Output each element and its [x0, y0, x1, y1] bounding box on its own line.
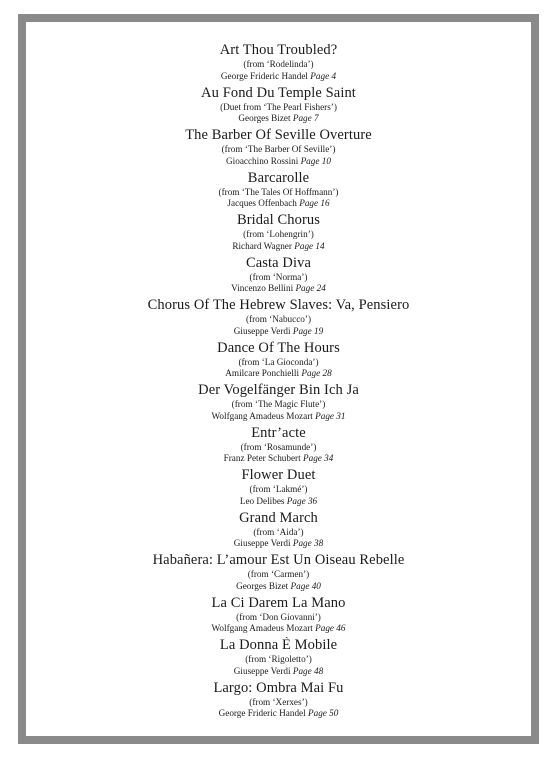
entry-credit	[26, 326, 531, 338]
entry-credit	[26, 581, 531, 593]
entry-credit	[26, 538, 531, 550]
entry-source: (from ‘Nabucco’)	[245, 314, 312, 324]
entry-page: Page 7	[292, 113, 319, 123]
entry-credit	[26, 368, 531, 380]
entry-credit	[26, 496, 531, 508]
entry-composer: Wolfgang Amadeus Mozart	[211, 410, 313, 421]
entry-credit	[26, 241, 531, 253]
entry-composer: Georges Bizet	[236, 580, 289, 591]
entry-credit	[26, 156, 531, 168]
entry-composer: Giuseppe Verdi	[233, 538, 291, 548]
entry-composer: Gioacchino Rossini	[226, 155, 299, 166]
entry-title: Flower Duet	[241, 467, 316, 483]
entry-composer: George Frideric Handel	[220, 70, 308, 81]
entry-source: (from ‘The Magic Flute’)	[231, 399, 326, 409]
entry-composer: Wolfgang Amadeus Mozart	[211, 623, 313, 633]
page-frame	[18, 14, 539, 744]
entry-composer: Giuseppe Verdi	[233, 325, 291, 336]
entry-title: Largo: Ombra Mai Fu	[213, 679, 344, 696]
entry-credit	[26, 198, 531, 210]
entry-source: (from ‘Aida’)	[253, 526, 304, 537]
entry-page: Page 50	[308, 708, 339, 718]
contents-entry	[26, 340, 531, 383]
entry-composer: George Frideric Handel	[218, 708, 306, 718]
entry-title: Au Fond Du Temple Saint	[201, 84, 356, 101]
entry-composer: Franz Peter Schubert	[223, 453, 301, 463]
entry-source: (from ‘Norma’)	[249, 271, 308, 282]
entry-credit	[26, 411, 531, 423]
entry-title: Grand March	[239, 509, 318, 526]
contents-entry	[26, 425, 531, 468]
contents-entry	[26, 467, 531, 510]
entry-credit	[26, 623, 531, 635]
entry-source: (from ‘Rigoletto’)	[245, 654, 312, 664]
entry-page: Page 16	[299, 198, 330, 208]
entry-composer: Richard Wagner	[232, 240, 292, 251]
entry-source: (from ‘The Tales Of Hoffmann’)	[218, 186, 339, 197]
entry-page: Page 10	[300, 155, 331, 166]
entry-page: Page 38	[292, 538, 324, 548]
entry-page: Page 46	[315, 623, 346, 633]
entry-title: Bridal Chorus	[236, 212, 321, 228]
entry-page: Page 24	[295, 283, 326, 293]
entry-title: Art Thou Troubled?	[219, 42, 338, 58]
entry-page: Page 31	[315, 410, 346, 421]
entry-source: (from ‘The Barber Of Seville’)	[221, 144, 336, 154]
entry-source: (from ‘Lohengrin’)	[243, 229, 314, 239]
entry-title: Barcarolle	[247, 169, 310, 186]
entry-credit	[26, 453, 531, 465]
entry-source: (from ‘Xerxes’)	[249, 696, 308, 707]
entry-credit	[26, 113, 531, 125]
contents-list	[26, 42, 531, 722]
entry-title: La Donna È Mobile	[219, 637, 338, 653]
contents-entry	[26, 212, 531, 255]
entry-source: (from ‘Rodelinda’)	[243, 59, 314, 69]
entry-source: (from ‘Don Giovanni’)	[236, 611, 321, 622]
entry-page: Page 28	[301, 368, 332, 378]
entry-composer: Leo Delibes	[239, 495, 285, 506]
entry-composer: Giuseppe Verdi	[233, 665, 291, 676]
entry-page: Page 14	[294, 240, 325, 251]
entry-page: Page 34	[302, 453, 334, 463]
entry-credit	[26, 708, 531, 720]
contents-entry	[26, 382, 531, 425]
entry-title: Der Vogelfänger Bin Ich Ja	[198, 382, 359, 398]
entry-title: The Barber Of Seville Overture	[185, 127, 372, 143]
entry-page: Page 4	[310, 70, 337, 81]
entry-composer: Vincenzo Bellini	[231, 283, 294, 293]
entry-composer: Amilcare Ponchielli	[225, 368, 300, 378]
contents-entry	[26, 255, 531, 298]
entry-title: La Ci Darem La Mano	[211, 594, 346, 611]
entry-credit	[26, 283, 531, 295]
entry-source: (from ‘Lakmé’)	[249, 484, 308, 494]
entry-title: Entr’acte	[251, 424, 306, 441]
entry-page: Page 36	[286, 495, 318, 506]
contents-entry	[26, 297, 531, 340]
entry-source: (from ‘Carmen’)	[247, 569, 310, 579]
entry-source: (from ‘La Gioconda’)	[238, 356, 319, 367]
entry-composer: Jacques Offenbach	[227, 198, 297, 208]
entry-title: Chorus Of The Hebrew Slaves: Va, Pensiero	[147, 297, 410, 313]
contents-entry	[26, 127, 531, 170]
entry-title: Habañera: L’amour Est Un Oiseau Rebelle	[152, 552, 405, 568]
entry-title: Casta Diva	[245, 254, 312, 271]
entry-page: Page 19	[292, 325, 324, 336]
contents-entry	[26, 595, 531, 638]
contents-entry	[26, 42, 531, 85]
contents-entry	[26, 510, 531, 553]
entry-title: Dance Of The Hours	[217, 339, 340, 356]
contents-entry	[26, 85, 531, 128]
contents-entry	[26, 680, 531, 723]
contents-entry	[26, 170, 531, 213]
entry-credit	[26, 71, 531, 83]
entry-source: (from ‘Rosamunde’)	[240, 441, 317, 452]
entry-source: (Duet from ‘The Pearl Fishers’)	[220, 101, 337, 112]
entry-composer: Georges Bizet	[238, 113, 291, 123]
entry-page: Page 40	[290, 580, 321, 591]
entry-page: Page 48	[292, 665, 324, 676]
entry-credit	[26, 666, 531, 678]
contents-entry	[26, 552, 531, 595]
contents-entry	[26, 637, 531, 680]
